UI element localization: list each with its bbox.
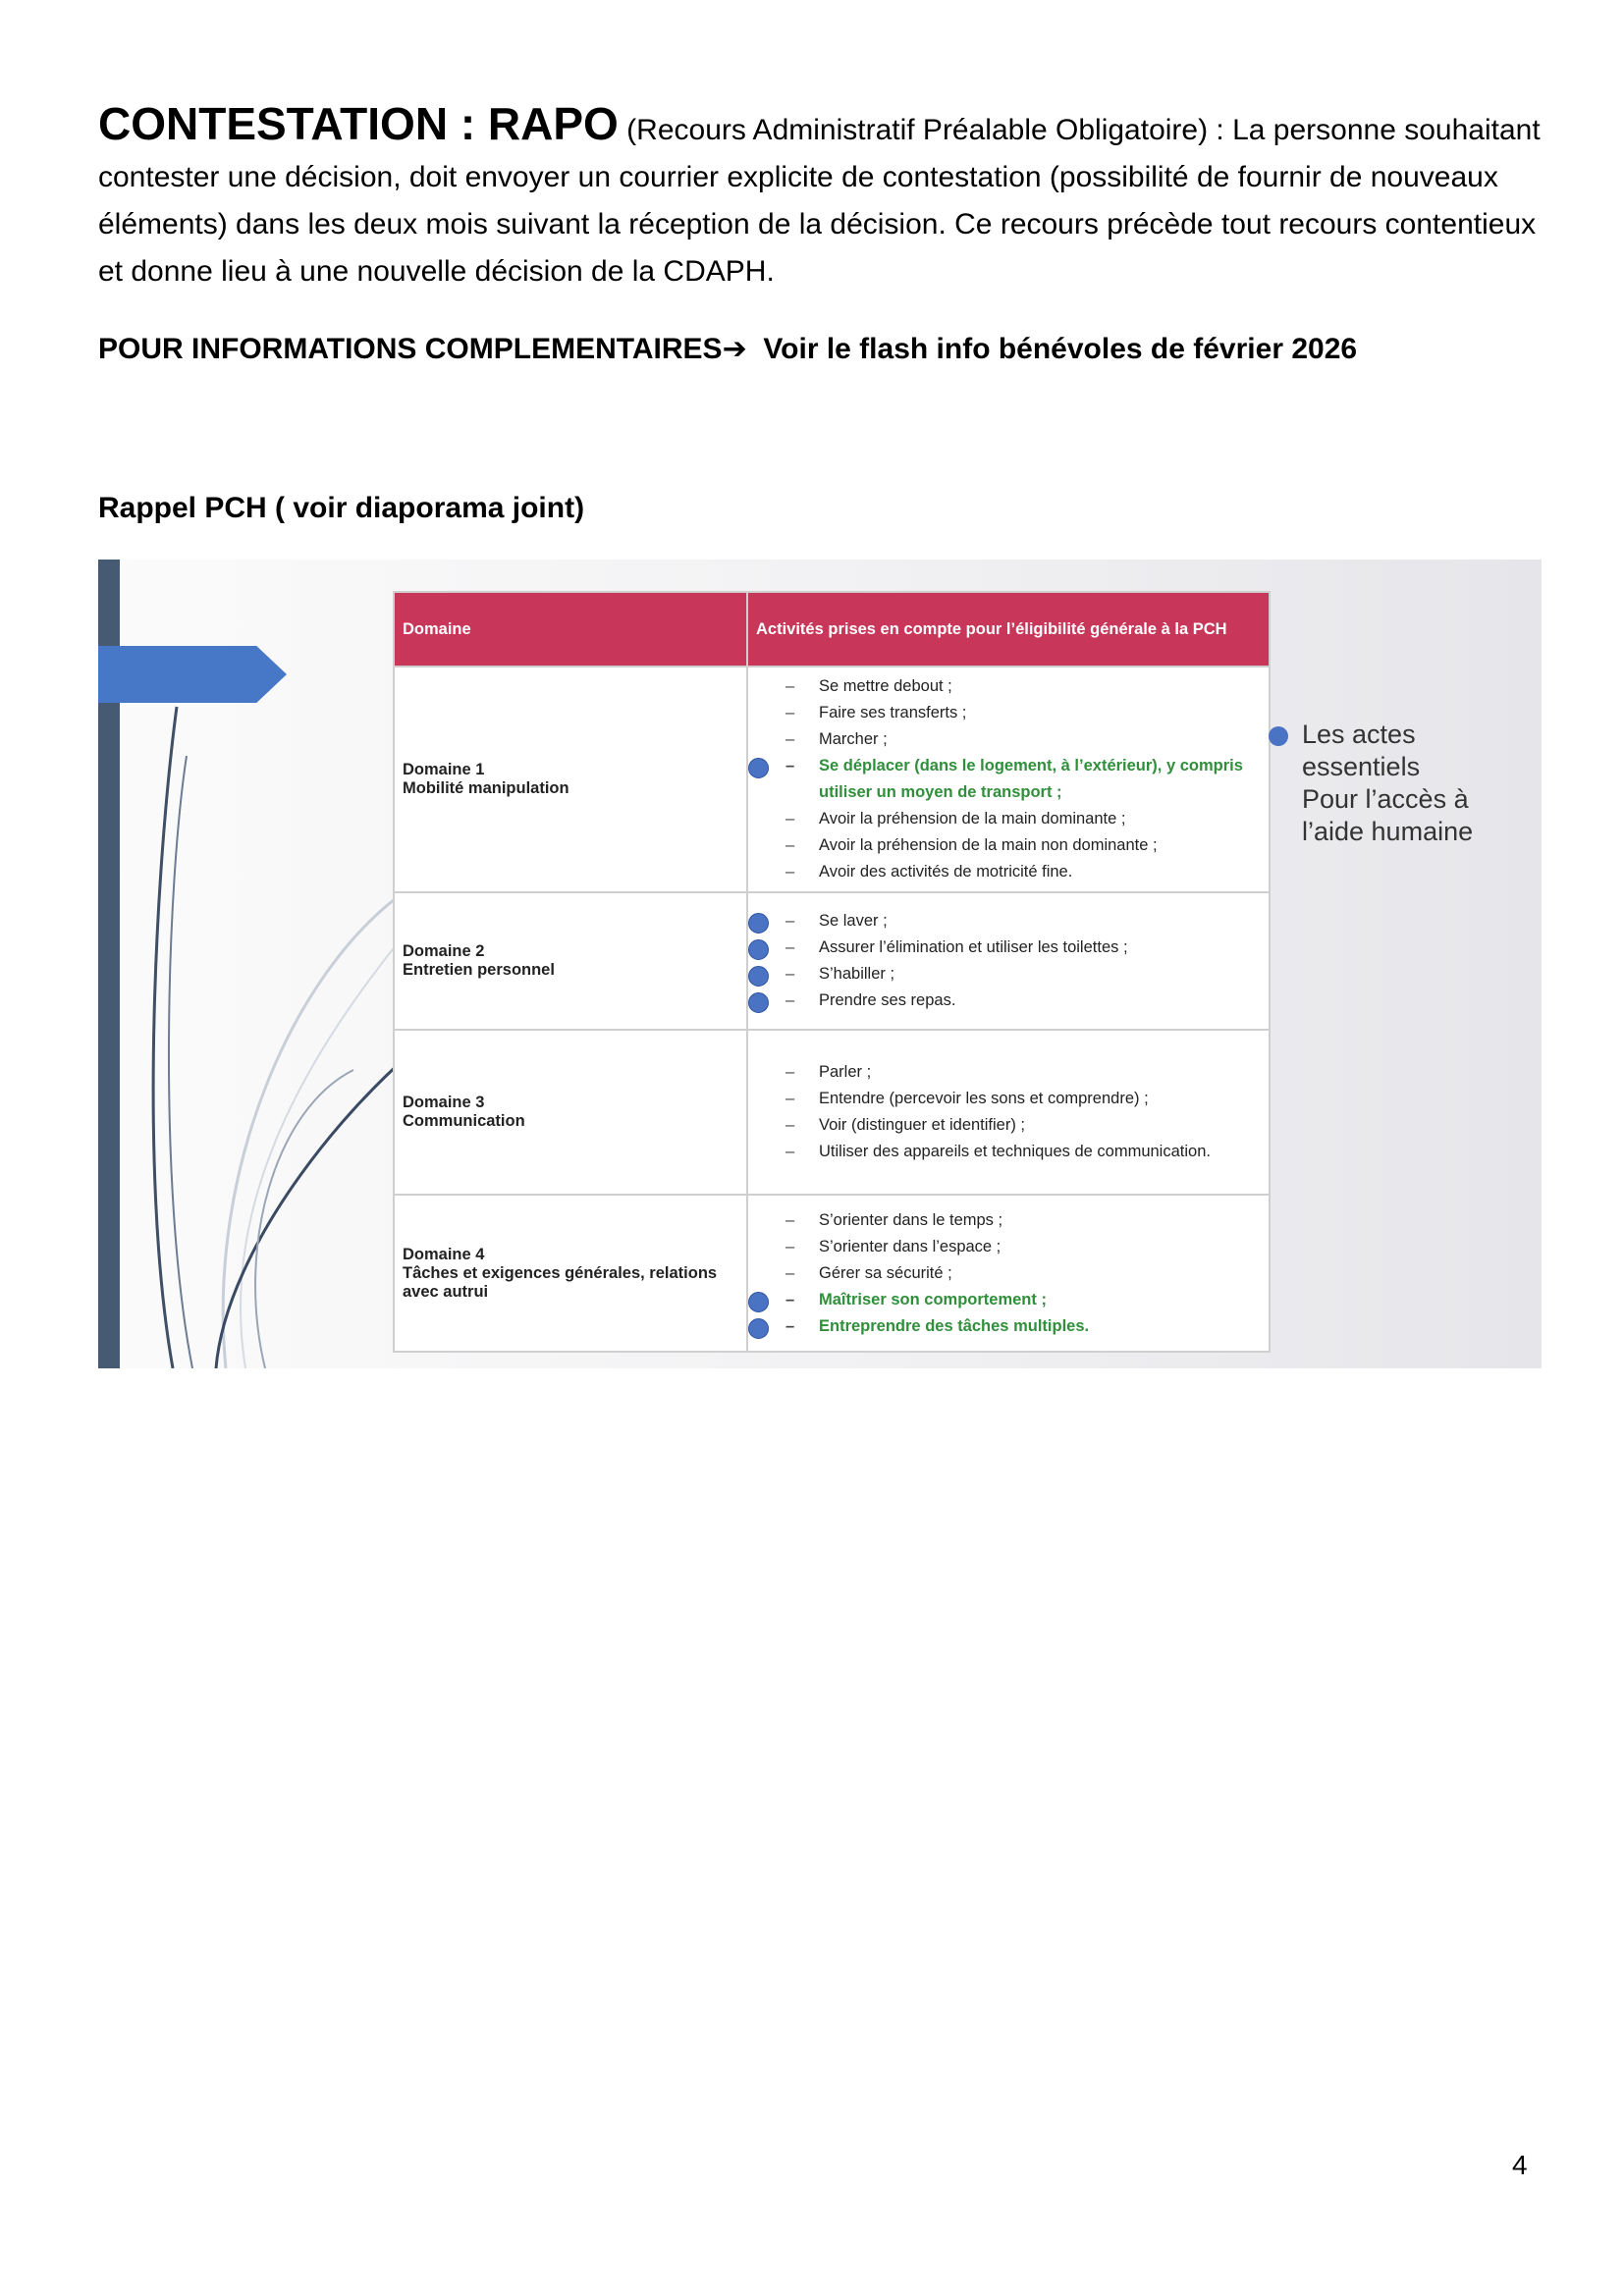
- activity-text: Se mettre debout ;: [819, 677, 952, 695]
- header-domain: Domaine: [394, 592, 747, 667]
- activity-text: S’orienter dans le temps ;: [819, 1210, 1003, 1229]
- activity-item: [748, 1234, 1269, 1260]
- activity-item: [748, 1313, 1269, 1340]
- dash-bullet-icon: –: [785, 1116, 795, 1134]
- essential-act-dot-icon: [748, 939, 769, 960]
- activity-text: Gérer sa sécurité ;: [819, 1263, 952, 1282]
- table-row: [394, 1195, 1270, 1352]
- dash-bullet-icon: –: [785, 677, 795, 695]
- dash-bullet-icon: –: [785, 1263, 795, 1282]
- dash-bullet-icon: –: [785, 863, 795, 881]
- activities-list: [748, 1207, 1269, 1340]
- dash-bullet-icon: –: [785, 1143, 795, 1160]
- dash-bullet-icon: –: [785, 810, 795, 828]
- flash-info-link-text: Voir le flash info bénévoles de février 2026: [763, 333, 1358, 365]
- essential-act-dot-icon: [748, 1292, 769, 1312]
- contestation-paragraph: [98, 100, 1542, 295]
- activity-text: Entendre (percevoir les sons et comprendre) ;: [819, 1090, 1149, 1107]
- dash-bullet-icon: –: [785, 965, 795, 983]
- table-header-row: [394, 592, 1270, 667]
- dash-bullet-icon: –: [785, 836, 795, 854]
- pch-domains-table: [393, 591, 1271, 1353]
- domain-label: Communication: [403, 1112, 525, 1130]
- domain-cell: [394, 1195, 747, 1352]
- essential-act-dot-icon: [748, 1318, 769, 1339]
- domain-label: Tâches et exigences générales, relations avec autrui: [403, 1263, 718, 1301]
- activity-item: [748, 934, 1269, 961]
- activity-text: Avoir la préhension de la main non dominante ;: [819, 836, 1158, 854]
- dash-bullet-icon: –: [785, 1090, 795, 1107]
- legend-line-1: Les actes: [1302, 720, 1416, 749]
- activity-item: [748, 1139, 1269, 1165]
- essential-act-dot-icon: [748, 966, 769, 987]
- legend-line-4: l’aide humaine: [1302, 817, 1474, 846]
- contestation-text: (Recours Administratif Préalable Obligatoire) : La personne souhaitant contester une décision, doit envoyer un courrier explicite de contestation (possibilité de fournir de nouveaux éléments) dans les deux mois suivant la réception de la décision. Ce recours précède tout recours contentieux et donne lieu à une nouvelle décision de la CDAPH.: [98, 114, 1541, 288]
- activity-text: S’habiller ;: [819, 965, 895, 983]
- more-info-label: POUR INFORMATIONS COMPLEMENTAIRES: [98, 333, 723, 365]
- activity-text: Avoir des activités de motricité fine.: [819, 863, 1073, 881]
- activity-item: [748, 1059, 1269, 1086]
- activity-item: [748, 1207, 1269, 1234]
- activity-text: Se laver ;: [819, 912, 888, 930]
- dash-bullet-icon: –: [785, 704, 795, 721]
- right-arrow-icon: ➔: [722, 333, 747, 365]
- activity-item: [748, 859, 1269, 885]
- domain-cell: [394, 892, 747, 1030]
- rappel-pch-title: Rappel PCH ( voir diaporama joint): [98, 492, 585, 524]
- activity-text: Utiliser des appareils et techniques de communication.: [819, 1143, 1211, 1160]
- slide-arrow-shape: [98, 646, 287, 703]
- activity-item: [748, 673, 1269, 700]
- activity-item: [748, 700, 1269, 726]
- domain-cell: [394, 1030, 747, 1195]
- domain-number: Domaine 4: [403, 1245, 485, 1263]
- legend-line-2: essentiels: [1302, 752, 1421, 781]
- dash-bullet-icon: –: [785, 1063, 795, 1081]
- activity-item: [748, 1086, 1269, 1112]
- activity-item: [748, 988, 1269, 1014]
- dash-bullet-icon: –: [785, 757, 795, 774]
- activity-item: [748, 908, 1269, 934]
- activities-list: [748, 673, 1269, 885]
- domain-number: Domaine 3: [403, 1094, 485, 1111]
- legend-dot-icon: [1269, 726, 1288, 746]
- activity-text: Avoir la préhension de la main dominante ;: [819, 810, 1126, 828]
- page-number: 4: [1512, 2150, 1528, 2180]
- activity-item: [748, 806, 1269, 832]
- dash-bullet-icon: –: [785, 938, 795, 956]
- activity-text: Entreprendre des tâches multiples.: [819, 1316, 1090, 1335]
- activity-text: Voir (distinguer et identifier) ;: [819, 1116, 1026, 1134]
- activity-item: [748, 832, 1269, 859]
- contestation-title: CONTESTATION : RAPO: [98, 98, 619, 149]
- table-row: [394, 667, 1270, 892]
- essential-act-dot-icon: [748, 913, 769, 934]
- activities-cell: [747, 892, 1270, 1030]
- dash-bullet-icon: –: [785, 1316, 795, 1335]
- activity-item: [748, 1287, 1269, 1313]
- domain-label: Entretien personnel: [403, 961, 555, 979]
- dash-bullet-icon: –: [785, 1290, 795, 1308]
- more-info-line: [98, 326, 1542, 373]
- activity-text: S’orienter dans l’espace ;: [819, 1237, 1001, 1255]
- dash-bullet-icon: –: [785, 1237, 795, 1255]
- activity-item: [748, 961, 1269, 988]
- activity-text: Se déplacer (dans le logement, à l’extérieur), y compris utiliser un moyen de transport ;: [819, 757, 1243, 801]
- activity-item: [748, 1260, 1269, 1287]
- activities-list: [748, 1059, 1269, 1165]
- activity-text: Faire ses transferts ;: [819, 704, 967, 721]
- essential-act-dot-icon: [748, 758, 769, 778]
- activity-text: Marcher ;: [819, 730, 888, 748]
- activity-text: Assurer l’élimination et utiliser les toilettes ;: [819, 938, 1128, 956]
- activity-text: Prendre ses repas.: [819, 991, 956, 1009]
- table-row: [394, 892, 1270, 1030]
- legend-line-3: Pour l’accès à: [1302, 784, 1469, 814]
- dash-bullet-icon: –: [785, 730, 795, 748]
- essential-act-dot-icon: [748, 992, 769, 1013]
- dash-bullet-icon: –: [785, 991, 795, 1009]
- activity-item: [748, 753, 1269, 806]
- legend-essential-acts: [1269, 719, 1524, 848]
- activities-cell: [747, 1195, 1270, 1352]
- activity-text: Parler ;: [819, 1063, 872, 1081]
- domain-number: Domaine 1: [403, 761, 485, 778]
- pch-slide-image: [98, 560, 1542, 1368]
- activities-list: [748, 908, 1269, 1014]
- header-activities: Activités prises en compte pour l’éligibilité générale à la PCH: [747, 592, 1270, 667]
- table-row: [394, 1030, 1270, 1195]
- activities-cell: [747, 667, 1270, 892]
- dash-bullet-icon: –: [785, 1210, 795, 1229]
- activity-text: Maîtriser son comportement ;: [819, 1290, 1047, 1308]
- activities-cell: [747, 1030, 1270, 1195]
- domain-cell: [394, 667, 747, 892]
- domain-number: Domaine 2: [403, 942, 485, 960]
- activity-item: [748, 1112, 1269, 1139]
- activity-item: [748, 726, 1269, 753]
- domain-label: Mobilité manipulation: [403, 779, 569, 797]
- dash-bullet-icon: –: [785, 912, 795, 930]
